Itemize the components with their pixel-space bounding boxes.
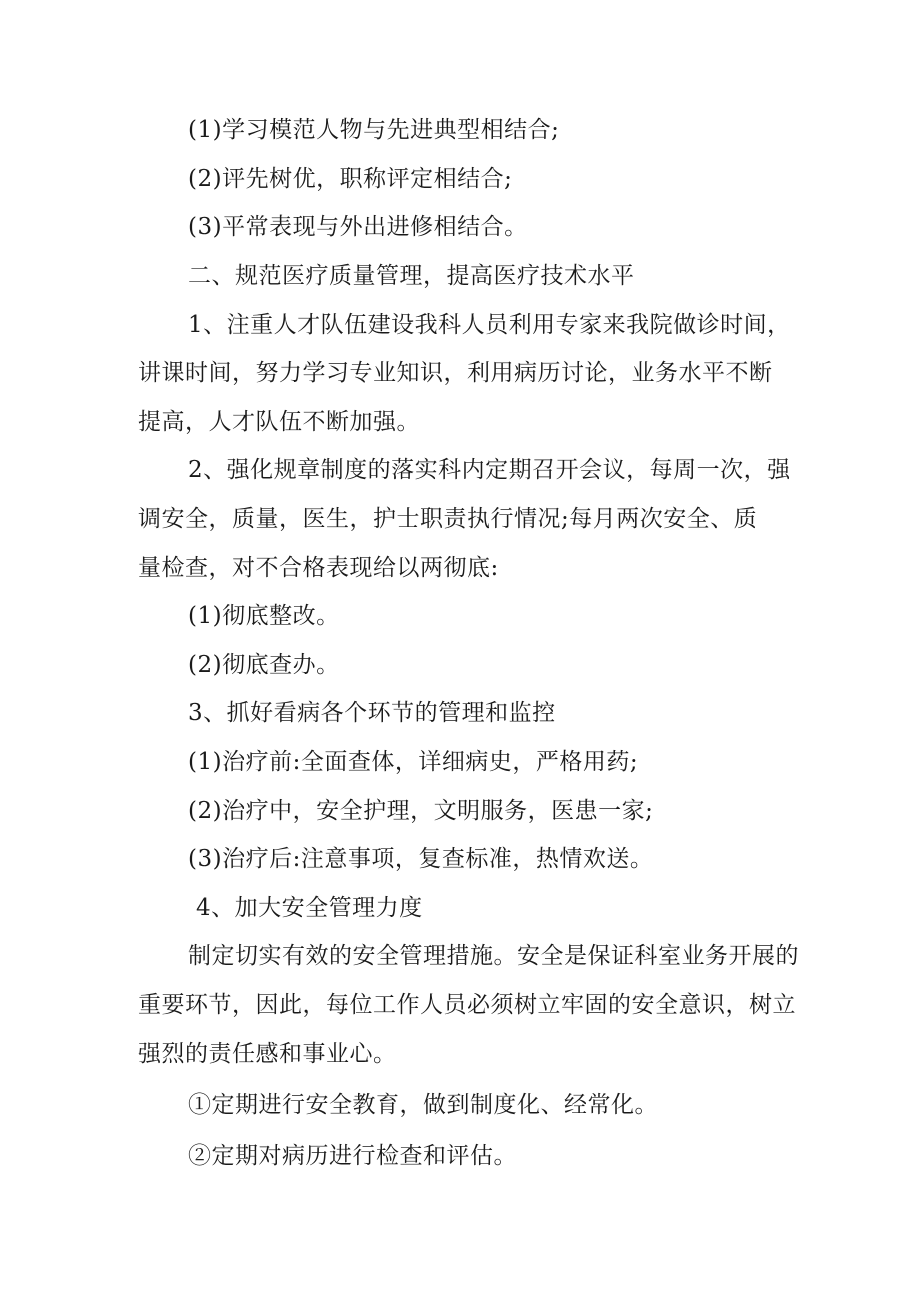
text-line: (1)学习模范人物与先进典型相结合; (188, 117, 560, 143)
text-line: 重要环节，因此，每位工作人员必须树立牢固的安全意识，树立 (138, 992, 796, 1018)
text-line: 强烈的责任感和事业心。 (138, 1041, 397, 1067)
text-line: (1)彻底整改。 (188, 603, 340, 629)
text-line: (3)治疗后:注意事项，复查标准，热情欢送。 (188, 846, 654, 872)
section-heading: 二、规范医疗质量管理，提高医疗技术水平 (188, 263, 635, 289)
text-line: 调安全，质量，医生，护士职责执行情况;每月两次安全、质 (138, 506, 758, 532)
text-line: (2)彻底查办。 (188, 652, 340, 678)
text-line: ②定期对病历进行检查和评估。 (188, 1143, 517, 1169)
text-line: 1、注重人才队伍建设我科人员利用专家来我院做诊时间， (188, 312, 791, 338)
text-line: 3、抓好看病各个环节的管理和监控 (188, 700, 556, 726)
text-line: 量检查，对不合格表现给以两彻底: (138, 555, 499, 581)
text-line: (3)平常表现与外出进修相结合。 (188, 214, 528, 240)
text-line: ①定期进行安全教育，做到制度化、经常化。 (188, 1092, 658, 1118)
text-line: 2、强化规章制度的落实科内定期召开会议，每周一次，强 (188, 457, 791, 483)
text-line: (1)治疗前:全面查体，详细病史，严格用药; (188, 749, 639, 775)
text-line: 提高，人才队伍不断加强。 (138, 409, 420, 435)
text-line: 4、加大安全管理力度 (196, 895, 423, 921)
text-line: 讲课时间，努力学习专业知识，利用病历讨论，业务水平不断 (138, 360, 773, 386)
text-line: (2)评先树优，职称评定相结合; (188, 166, 513, 192)
text-line: 制定切实有效的安全管理措施。安全是保证科室业务开展的 (188, 943, 799, 969)
text-line: (2)治疗中，安全护理，文明服务，医患一家; (188, 798, 654, 824)
